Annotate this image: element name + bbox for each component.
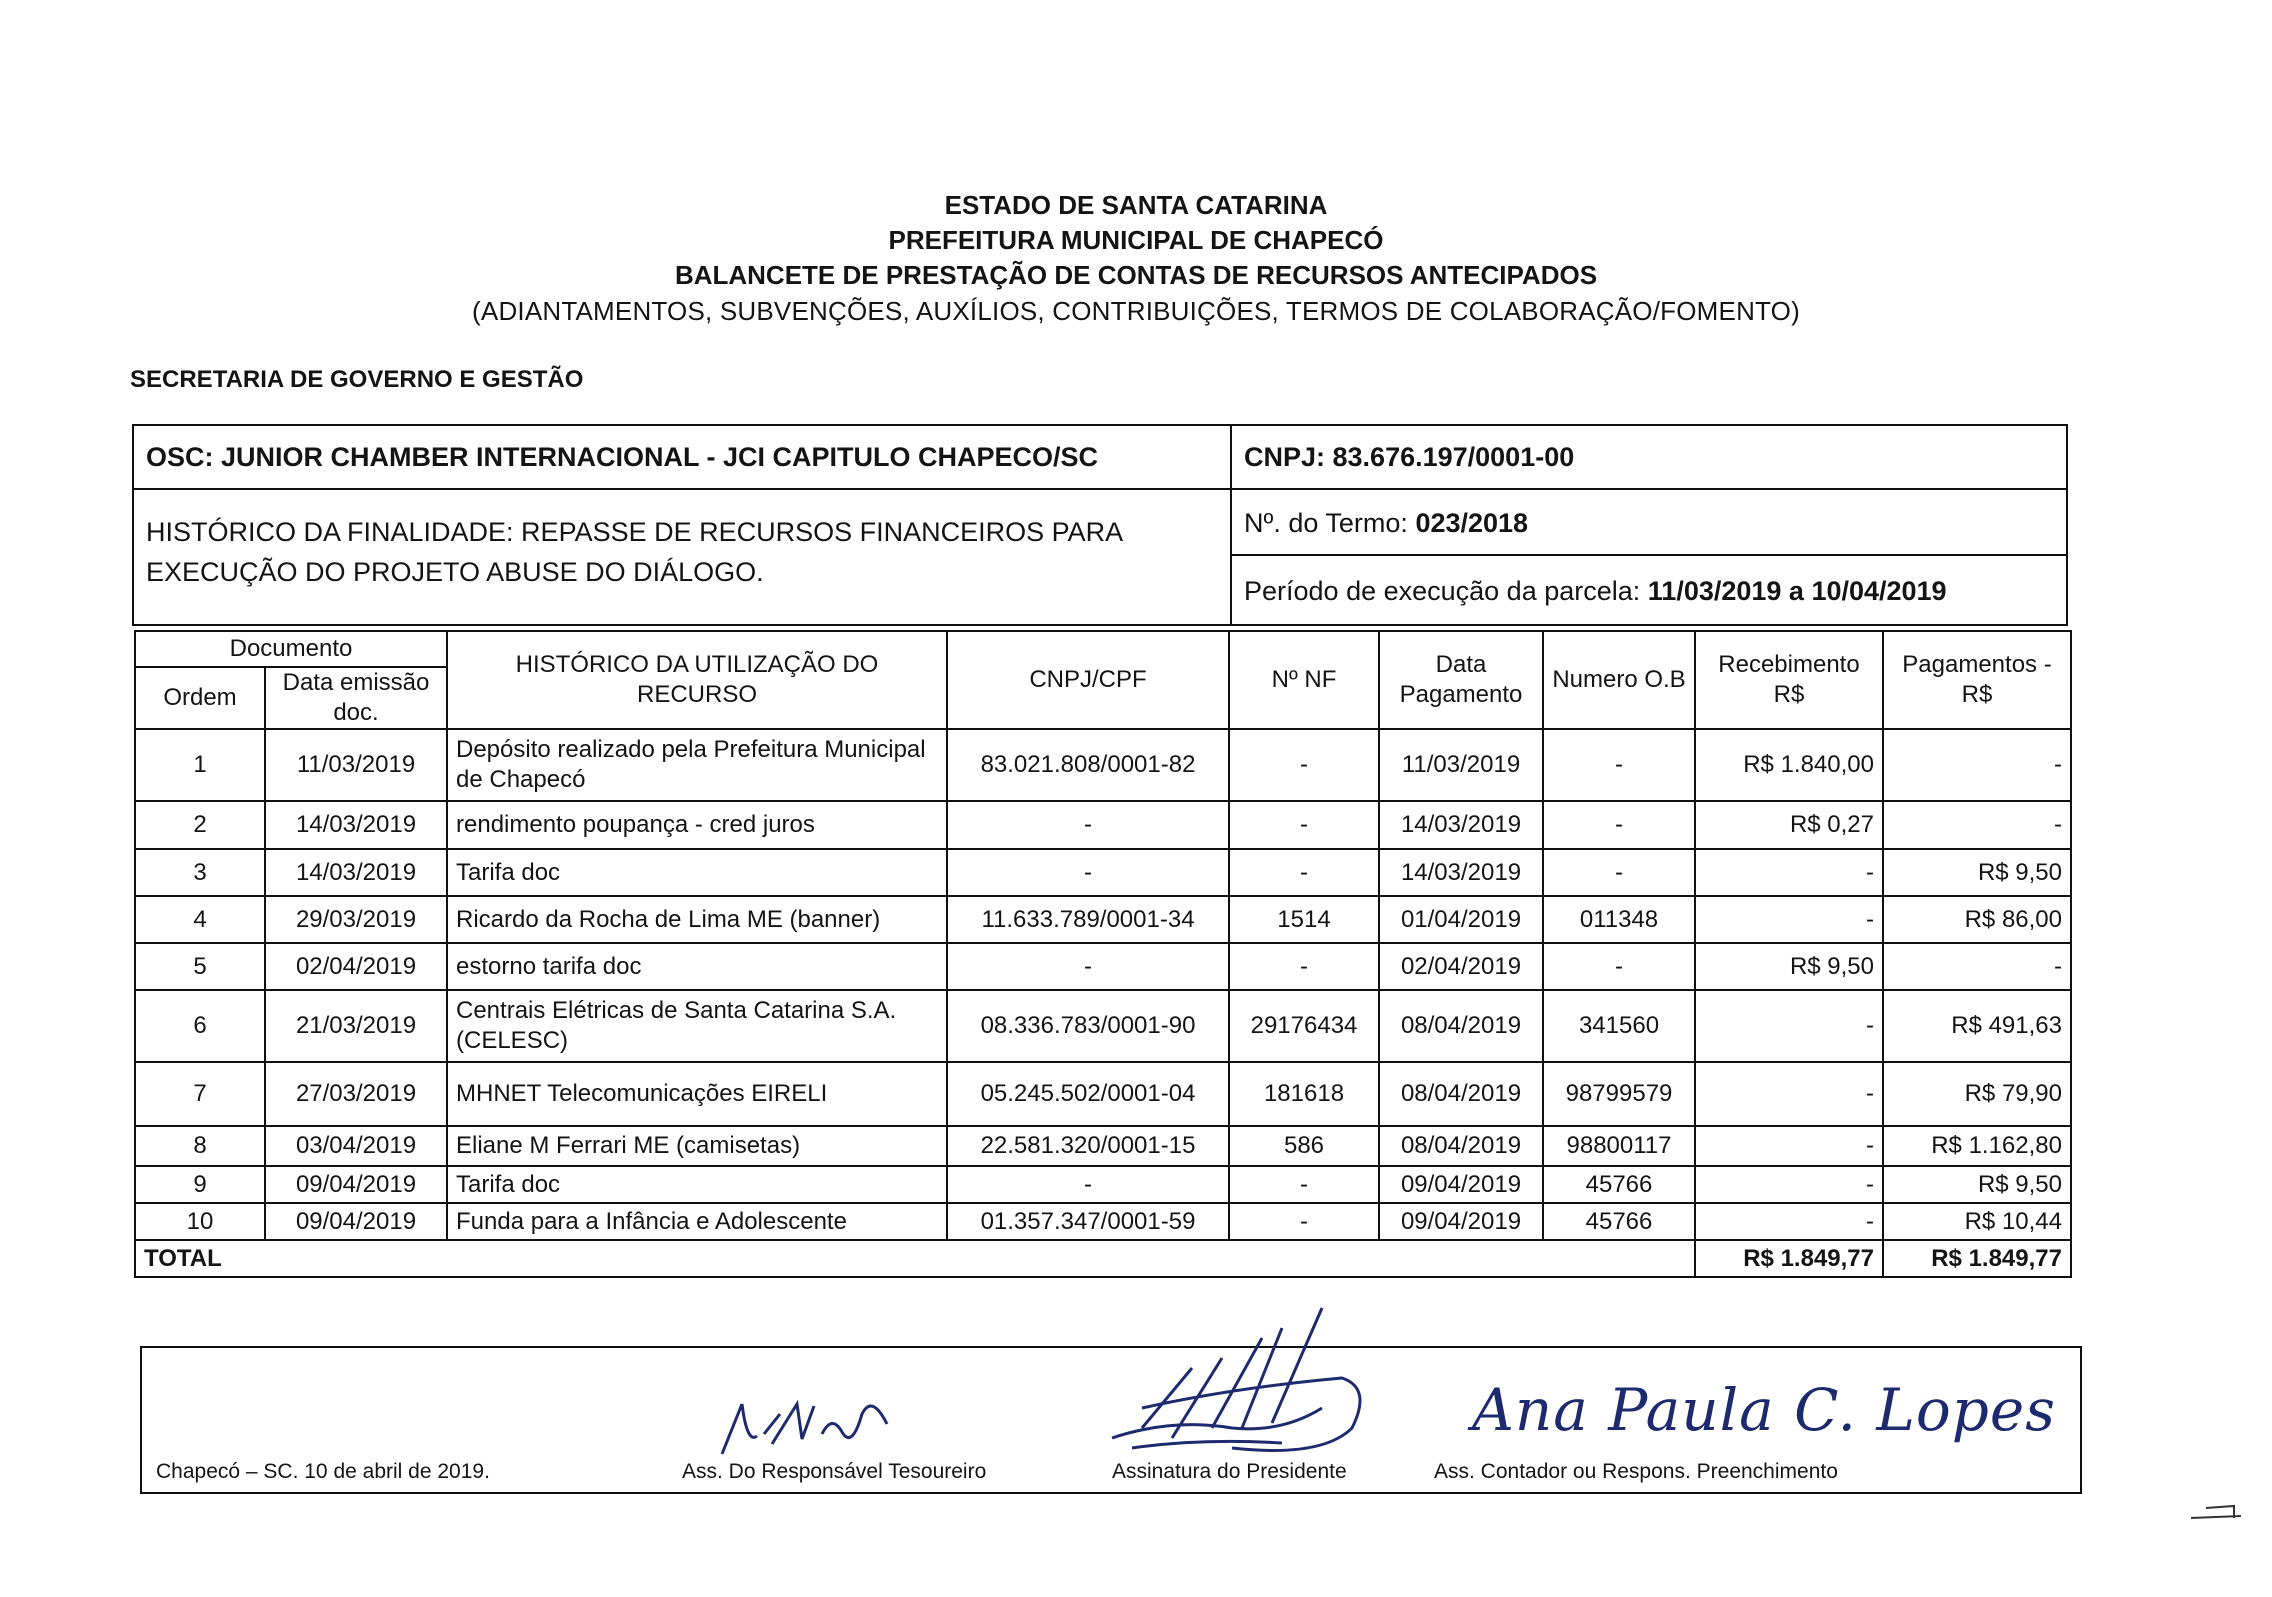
cell-cnpj: - [947, 1166, 1229, 1203]
table-row [135, 849, 2071, 896]
cell-order: 5 [135, 943, 265, 990]
execution-period [1232, 556, 2066, 624]
place-date: Chapecó – SC. 10 de abril de 2019. [156, 1460, 490, 1483]
total-row [135, 1240, 2071, 1277]
cell-ob: 98799579 [1543, 1062, 1695, 1126]
president-signature [1082, 1308, 1382, 1478]
cell-cnpj: - [947, 801, 1229, 849]
cell-receipt: R$ 9,50 [1695, 943, 1883, 990]
accountant-handwritten-name: Ana Paula C. Lopes [1472, 1376, 2057, 1444]
cell-payment-date: 02/04/2019 [1379, 943, 1543, 990]
document-header [0, 188, 2272, 329]
cell-payment: - [1883, 943, 2071, 990]
term-label: Nº. do Termo: [1244, 508, 1416, 538]
cell-order: 6 [135, 990, 265, 1062]
cell-payment-date: 14/03/2019 [1379, 801, 1543, 849]
cell-history: Depósito realizado pela Prefeitura Municipal de Chapecó [447, 729, 947, 801]
term-value: 023/2018 [1415, 508, 1529, 538]
period-label: Período de execução da parcela: [1244, 576, 1648, 606]
header-ob-number: Numero O.B [1543, 631, 1695, 729]
cell-history: Eliane M Ferrari ME (camisetas) [447, 1126, 947, 1166]
table-row [135, 1126, 2071, 1166]
header-history: HISTÓRICO DA UTILIZAÇÃO DO RECURSO [447, 631, 947, 729]
cell-nf: 181618 [1229, 1062, 1379, 1126]
cell-receipt: R$ 0,27 [1695, 801, 1883, 849]
cell-payment-date: 11/03/2019 [1379, 729, 1543, 801]
cell-payment-date: 08/04/2019 [1379, 990, 1543, 1062]
cell-payment: R$ 491,63 [1883, 990, 2071, 1062]
cell-order: 4 [135, 896, 265, 943]
cell-ob: 45766 [1543, 1203, 1695, 1240]
total-receipts: R$ 1.849,77 [1695, 1240, 1883, 1277]
osc-name: OSC: JUNIOR CHAMBER INTERNACIONAL - JCI CAPITULO CHAPECO/SC [134, 426, 1232, 490]
cell-payment: R$ 9,50 [1883, 1166, 2071, 1203]
cell-history: Centrais Elétricas de Santa Catarina S.A. (CELESC) [447, 990, 947, 1062]
cell-nf: - [1229, 1166, 1379, 1203]
cell-ob: - [1543, 801, 1695, 849]
signature-box [140, 1346, 2082, 1494]
header-document: Documento [135, 631, 447, 667]
header-payments: Pagamentos - R$ [1883, 631, 2071, 729]
cell-payment: R$ 10,44 [1883, 1203, 2071, 1240]
cell-issue-date: 03/04/2019 [265, 1126, 447, 1166]
cell-order: 3 [135, 849, 265, 896]
cell-cnpj: 83.021.808/0001-82 [947, 729, 1229, 801]
header-cnpj: CNPJ/CPF [947, 631, 1229, 729]
header-payment-date: Data Pagamento [1379, 631, 1543, 729]
cell-receipt: - [1695, 896, 1883, 943]
report-subtitle: (ADIANTAMENTOS, SUBVENÇÕES, AUXÍLIOS, CONTRIBUIÇÕES, TERMOS DE COLABORAÇÃO/FOMENTO) [472, 296, 1800, 326]
table-row [135, 943, 2071, 990]
table-row [135, 1203, 2071, 1240]
cell-payment-date: 09/04/2019 [1379, 1166, 1543, 1203]
cell-history: MHNET Telecomunicações EIRELI [447, 1062, 947, 1126]
cell-receipt: - [1695, 849, 1883, 896]
cell-nf: 1514 [1229, 896, 1379, 943]
cell-ob: - [1543, 943, 1695, 990]
cell-payment-date: 08/04/2019 [1379, 1126, 1543, 1166]
cell-cnpj: - [947, 943, 1229, 990]
cell-ob: 341560 [1543, 990, 1695, 1062]
cell-ob: 011348 [1543, 896, 1695, 943]
treasurer-signature [702, 1374, 902, 1474]
purpose-history [134, 490, 1232, 624]
cell-ob: - [1543, 729, 1695, 801]
period-value: 11/03/2019 a 10/04/2019 [1647, 576, 1947, 606]
cell-nf: - [1229, 849, 1379, 896]
cell-issue-date: 27/03/2019 [265, 1062, 447, 1126]
cell-order: 7 [135, 1062, 265, 1126]
expenses-table [134, 630, 2072, 1278]
cell-receipt: R$ 1.840,00 [1695, 729, 1883, 801]
cell-payment-date: 09/04/2019 [1379, 1203, 1543, 1240]
cell-nf: - [1229, 729, 1379, 801]
cell-order: 10 [135, 1203, 265, 1240]
cell-history: estorno tarifa doc [447, 943, 947, 990]
treasurer-label: Ass. Do Responsável Tesoureiro [682, 1460, 987, 1483]
cell-receipt: - [1695, 1203, 1883, 1240]
cell-payment-date: 14/03/2019 [1379, 849, 1543, 896]
table-row [135, 801, 2071, 849]
cell-cnpj: 11.633.789/0001-34 [947, 896, 1229, 943]
report-title: BALANCETE DE PRESTAÇÃO DE CONTAS DE RECURSOS ANTECIPADOS [674, 260, 1598, 290]
president-label: Assinatura do Presidente [1112, 1460, 1347, 1483]
header-receipts: Recebimento R$ [1695, 631, 1883, 729]
cell-issue-date: 14/03/2019 [265, 849, 447, 896]
table-row [135, 990, 2071, 1062]
purpose-history-line2: EXECUÇÃO DO PROJETO ABUSE DO DIÁLOGO. [146, 557, 764, 587]
municipality-title: PREFEITURA MUNICIPAL DE CHAPECÓ [888, 225, 1384, 255]
term-number [1232, 490, 2066, 556]
cell-order: 8 [135, 1126, 265, 1166]
total-label: TOTAL [135, 1240, 1695, 1277]
margin-mark [2186, 1488, 2246, 1528]
cell-nf: - [1229, 943, 1379, 990]
cell-issue-date: 21/03/2019 [265, 990, 447, 1062]
cell-cnpj: 05.245.502/0001-04 [947, 1062, 1229, 1126]
cell-history: Tarifa doc [447, 1166, 947, 1203]
cell-nf: 29176434 [1229, 990, 1379, 1062]
accountant-label: Ass. Contador ou Respons. Preenchimento [1434, 1460, 1838, 1483]
cell-history: Funda para a Infância e Adolescente [447, 1203, 947, 1240]
table-row [135, 896, 2071, 943]
state-title: ESTADO DE SANTA CATARINA [944, 190, 1328, 220]
cell-ob: - [1543, 849, 1695, 896]
header-issue-date: Data emissão doc. [265, 667, 447, 729]
cell-payment-date: 08/04/2019 [1379, 1062, 1543, 1126]
cell-issue-date: 14/03/2019 [265, 801, 447, 849]
cell-order: 9 [135, 1166, 265, 1203]
total-payments: R$ 1.849,77 [1883, 1240, 2071, 1277]
cell-history: Tarifa doc [447, 849, 947, 896]
cell-ob: 98800117 [1543, 1126, 1695, 1166]
cell-issue-date: 02/04/2019 [265, 943, 447, 990]
cell-receipt: - [1695, 1126, 1883, 1166]
cell-nf: 586 [1229, 1126, 1379, 1166]
cell-payment-date: 01/04/2019 [1379, 896, 1543, 943]
cell-payment: R$ 79,90 [1883, 1062, 2071, 1126]
cell-payment: - [1883, 801, 2071, 849]
cell-receipt: - [1695, 1166, 1883, 1203]
cell-issue-date: 11/03/2019 [265, 729, 447, 801]
cell-cnpj: 22.581.320/0001-15 [947, 1126, 1229, 1166]
cell-issue-date: 09/04/2019 [265, 1166, 447, 1203]
info-box [132, 424, 2068, 626]
cell-payment: R$ 1.162,80 [1883, 1126, 2071, 1166]
header-order: Ordem [135, 667, 265, 729]
cell-order: 1 [135, 729, 265, 801]
cell-payment: R$ 86,00 [1883, 896, 2071, 943]
cell-cnpj: 08.336.783/0001-90 [947, 990, 1229, 1062]
cell-cnpj: - [947, 849, 1229, 896]
cell-payment: - [1883, 729, 2071, 801]
cell-ob: 45766 [1543, 1166, 1695, 1203]
table-row [135, 1166, 2071, 1203]
cell-history: rendimento poupança - cred juros [447, 801, 947, 849]
cnpj-value: CNPJ: 83.676.197/0001-00 [1232, 426, 2066, 490]
cell-nf: - [1229, 1203, 1379, 1240]
purpose-history-line1: HISTÓRICO DA FINALIDADE: REPASSE DE RECURSOS FINANCEIROS PARA [146, 517, 1124, 547]
cell-issue-date: 09/04/2019 [265, 1203, 447, 1240]
header-nf: Nº NF [1229, 631, 1379, 729]
cell-receipt: - [1695, 1062, 1883, 1126]
cell-cnpj: 01.357.347/0001-59 [947, 1203, 1229, 1240]
cell-nf: - [1229, 801, 1379, 849]
department-label: SECRETARIA DE GOVERNO E GESTÃO [130, 366, 584, 393]
cell-issue-date: 29/03/2019 [265, 896, 447, 943]
table-row [135, 1062, 2071, 1126]
cell-payment: R$ 9,50 [1883, 849, 2071, 896]
cell-history: Ricardo da Rocha de Lima ME (banner) [447, 896, 947, 943]
cell-receipt: - [1695, 990, 1883, 1062]
cell-order: 2 [135, 801, 265, 849]
table-row [135, 729, 2071, 801]
